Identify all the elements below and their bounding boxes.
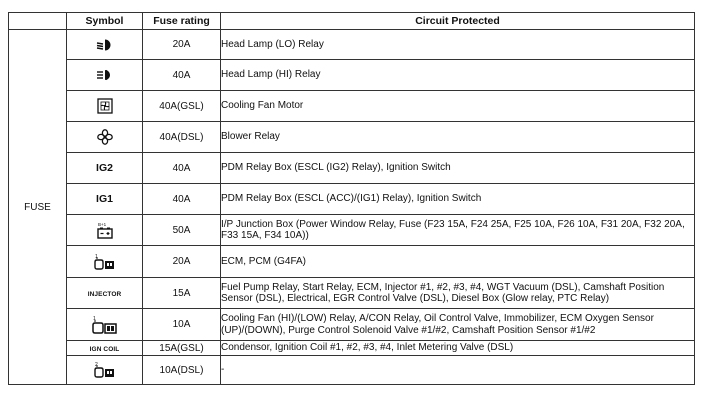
table-row — [9, 60, 695, 91]
table-row — [9, 356, 695, 385]
table-row — [9, 246, 695, 278]
rating-cell: 15A — [143, 278, 221, 309]
table-row — [9, 215, 695, 246]
symbol-cell — [67, 153, 143, 184]
symbol-cell — [67, 356, 143, 385]
ecu-1-icon — [90, 315, 120, 335]
table-row — [9, 341, 695, 356]
circuit-cell: Cooling Fan (HI)/(LOW) Relay, A/CON Relay, Oil Control Valve, Immobilizer, ECM Oxygen Sensor (UP)/(DOWN), Purge Control Solenoid Valve #1/#2, Camshaft Position Sensor #1/#2 — [221, 309, 695, 341]
circuit-cell: Cooling Fan Motor — [221, 91, 695, 122]
header-row — [9, 13, 695, 30]
circuit-cell: ECM, PCM (G4FA) — [221, 246, 695, 278]
table-row — [9, 30, 695, 60]
symbol-cell — [67, 91, 143, 122]
group-label: FUSE — [9, 30, 67, 385]
symbol-cell — [67, 246, 143, 278]
symbol-cell — [67, 309, 143, 341]
ecu-icon-label: 1 — [94, 253, 98, 260]
fuse-table-container — [8, 12, 695, 385]
symbol-cell — [67, 341, 143, 356]
table-row — [9, 91, 695, 122]
rating-cell: 40A — [143, 153, 221, 184]
rating-cell: 20A — [143, 246, 221, 278]
symbol-text: IGN COIL — [89, 345, 120, 353]
circuit-cell: Fuel Pump Relay, Start Relay, ECM, Injector #1, #2, #3, #4, WGT Vacuum (DSL), Camshaft Position Sensor (DSL), Electrical, EGR Control Valve (DSL), Diesel Box (Glow relay, PTC Relay) — [221, 278, 695, 309]
circuit-cell: - — [221, 356, 695, 385]
circuit-cell: Head Lamp (HI) Relay — [221, 60, 695, 91]
rating-cell: 40A(DSL) — [143, 122, 221, 153]
circuit-cell: PDM Relay Box (ESCL (ACC)/(IG1) Relay), Ignition Switch — [221, 184, 695, 215]
headlamp-high-icon — [96, 69, 114, 81]
header-symbol: Symbol — [67, 13, 143, 30]
rating-cell: 40A — [143, 184, 221, 215]
cooling-fan-icon — [97, 98, 113, 114]
rating-cell: 15A(GSL) — [143, 341, 221, 356]
symbol-cell — [67, 215, 143, 246]
rating-cell: 50A — [143, 215, 221, 246]
rating-cell: 40A — [143, 60, 221, 91]
table-row — [9, 184, 695, 215]
rating-cell: 40A(GSL) — [143, 91, 221, 122]
symbol-text: IG2 — [96, 162, 113, 174]
table-row — [9, 153, 695, 184]
rating-cell: 20A — [143, 30, 221, 60]
battery-b1-icon — [95, 221, 115, 239]
table-row — [9, 122, 695, 153]
symbol-text: IG1 — [96, 193, 113, 205]
header-blank — [9, 13, 67, 30]
battery-b1-icon-label: B+1 — [97, 222, 106, 227]
rating-cell: 10A — [143, 309, 221, 341]
symbol-cell — [67, 278, 143, 309]
ecu-1-icon — [92, 253, 118, 271]
symbol-cell — [67, 30, 143, 60]
ecu-2-icon — [92, 361, 118, 379]
ecu-icon-label: 2 — [94, 362, 98, 368]
header-fuse-rating: Fuse rating — [143, 13, 221, 30]
rating-cell: 10A(DSL) — [143, 356, 221, 385]
header-circuit: Circuit Protected — [221, 13, 695, 30]
symbol-cell — [67, 184, 143, 215]
table-row — [9, 278, 695, 309]
symbol-cell — [67, 60, 143, 91]
table-row — [9, 309, 695, 341]
fuse-table — [8, 12, 695, 385]
headlamp-low-icon — [96, 39, 114, 51]
circuit-cell: Condensor, Ignition Coil #1, #2, #3, #4, Inlet Metering Valve (DSL) — [221, 341, 695, 356]
circuit-cell: Blower Relay — [221, 122, 695, 153]
circuit-cell: Head Lamp (LO) Relay — [221, 30, 695, 60]
circuit-cell: PDM Relay Box (ESCL (IG2) Relay), Ignition Switch — [221, 153, 695, 184]
symbol-cell — [67, 122, 143, 153]
blower-icon — [97, 129, 113, 145]
circuit-cell: I/P Junction Box (Power Window Relay, Fuse (F23 15A, F24 25A, F25 10A, F26 10A, F31 20A, F32 20A, F33 15A, F34 10A)) — [221, 215, 695, 246]
ecu-icon-label: 1 — [92, 315, 96, 322]
symbol-text: INJECTOR — [87, 290, 122, 298]
